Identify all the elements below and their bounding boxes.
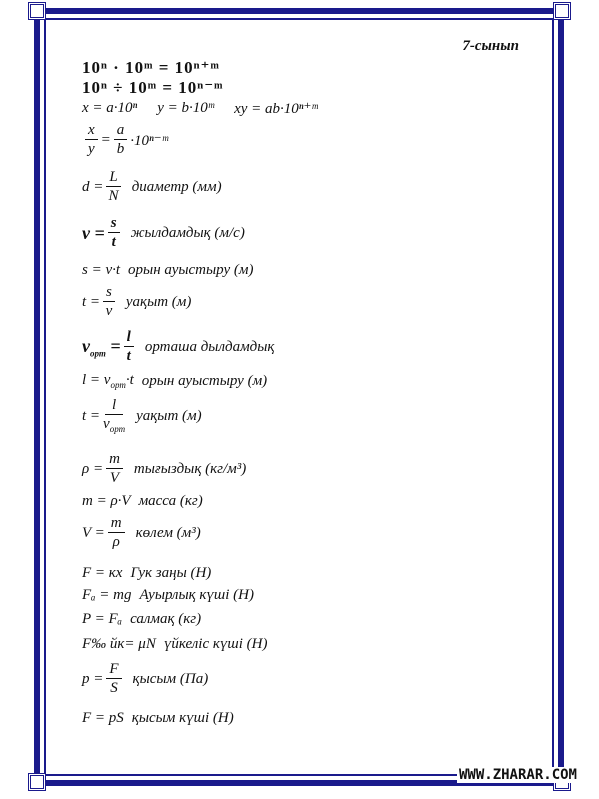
- formula-xy-ratio: $\frac{x}{y}$ = $\frac{a}{b}$ ·10ⁿ⁻ᵐ: [82, 123, 168, 157]
- formula-average-time: t = $\frac{l}{v_{орт}}$ уақыт (м): [82, 397, 202, 434]
- formula-average-displacement: $l = v_{орт}\cdot t$ орын ауыстыру (м): [82, 372, 268, 390]
- fraction: $\frac{a}{b}$: [114, 123, 128, 157]
- fraction: $\frac{L}{N}$: [106, 170, 120, 204]
- fraction: $\frac{l}{t}$: [124, 330, 134, 364]
- corner-ornament: [28, 2, 46, 20]
- formula-speed: v = $\frac{s}{t}$ жылдамдық (м/с): [82, 215, 245, 250]
- fraction: $\frac{l}{v_{орт}}$: [103, 397, 126, 434]
- formula-displacement: s = v·t орын ауыстыру (м): [82, 262, 254, 278]
- grade-label: 7-сынып: [462, 38, 519, 54]
- fraction: $\frac{s}{t}$: [108, 216, 120, 250]
- fraction: $\frac{m}{V}$: [106, 452, 123, 486]
- formula-power-divide: 10ⁿ ÷ 10ᵐ = 10ⁿ⁻ᵐ: [82, 78, 224, 97]
- fraction: $\frac{m}{\rho}$: [108, 516, 125, 550]
- formula-volume: V = $\frac{m}{\rho}$ көлем (м³): [82, 515, 201, 550]
- site-watermark: WWW.ZHARAR.COM: [458, 767, 577, 783]
- formula-diameter: d = $\frac{L}{N}$ диаметр (мм): [82, 169, 222, 204]
- formula-hooke: F = кx Гук заңы (Н): [82, 565, 212, 581]
- fraction: $\frac{x}{y}$: [85, 123, 98, 157]
- formula-xy: xy = ab·10ⁿ⁺ᵐ: [234, 101, 318, 117]
- fraction: $\frac{F}{S}$: [106, 662, 121, 696]
- formula-scientific-notation: [82, 99, 318, 118]
- formula-mass: m = ρ·V масса (кг): [82, 493, 203, 509]
- formula-pressure-force: F = pS қысым күші (Н): [82, 710, 234, 726]
- formula-power-multiply: 10ⁿ · 10ᵐ = 10ⁿ⁺ᵐ: [82, 58, 220, 77]
- fraction: $\frac{s}{v}$: [103, 285, 115, 319]
- formula-gravity: Fₐ = mg Ауырлық күші (Н): [82, 587, 254, 603]
- formula-x: x = a·10ⁿ: [82, 100, 138, 116]
- corner-ornament: [553, 2, 571, 20]
- formula-time: t = $\frac{s}{v}$ уақыт (м): [82, 284, 192, 319]
- formula-density: ρ = $\frac{m}{V}$ тығыздық (кг/м³): [82, 451, 247, 486]
- formula-y: y = b·10ᵐ: [157, 100, 215, 116]
- formula-average-speed: $v_{орт}$ = $\frac{l}{t}$ орташа дылдамдық: [82, 329, 275, 364]
- formula-weight: P = Fₐ салмақ (кг): [82, 611, 202, 627]
- formula-pressure: p = $\frac{F}{S}$ қысым (Па): [82, 661, 209, 696]
- formula-friction: F‰ йк= μN үйкеліс күші (Н): [82, 636, 268, 652]
- corner-ornament: [28, 773, 46, 791]
